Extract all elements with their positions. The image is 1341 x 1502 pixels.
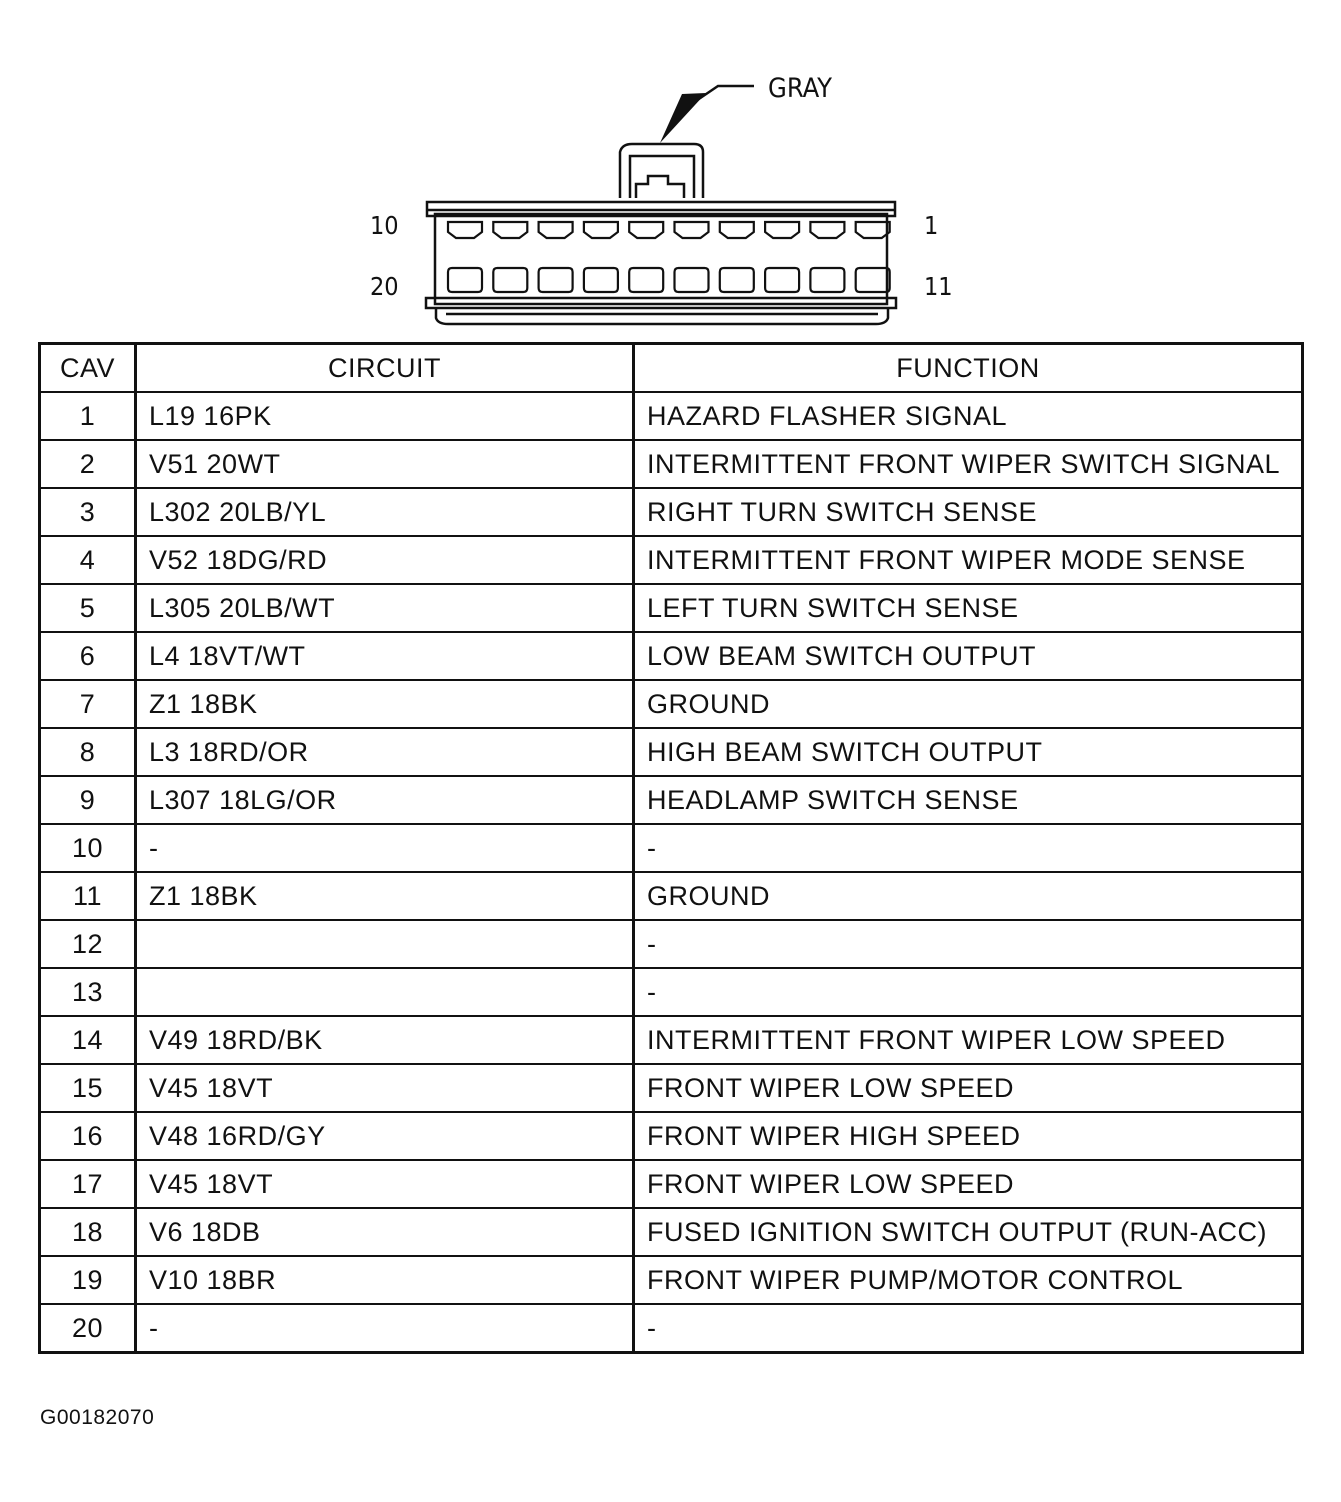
circuit-cell: -	[136, 824, 634, 872]
table-row	[40, 1208, 1303, 1256]
function-cell: GROUND	[634, 872, 1303, 920]
top-row-cavity	[584, 222, 618, 238]
function-cell: LEFT TURN SWITCH SENSE	[634, 584, 1303, 632]
function-cell: INTERMITTENT FRONT WIPER MODE SENSE	[634, 536, 1303, 584]
table-row	[40, 776, 1303, 824]
circuit-cell: V48 16RD/GY	[136, 1112, 634, 1160]
table-row	[40, 728, 1303, 776]
pin-label-1: 1	[924, 211, 939, 240]
bottom-row-cavity	[448, 268, 482, 292]
function-cell: -	[634, 920, 1303, 968]
circuit-cell: L307 18LG/OR	[136, 776, 634, 824]
table-row	[40, 1304, 1303, 1353]
function-cell: INTERMITTENT FRONT WIPER SWITCH SIGNAL	[634, 440, 1303, 488]
bottom-row-cavity	[765, 268, 799, 292]
table-row	[40, 584, 1303, 632]
top-row-cavity	[448, 222, 482, 238]
bottom-row-cavity	[856, 268, 890, 292]
pin-label-10: 10	[370, 211, 399, 240]
function-cell: FRONT WIPER LOW SPEED	[634, 1064, 1303, 1112]
cav-cell: 20	[40, 1304, 136, 1353]
circuit-cell: V52 18DG/RD	[136, 536, 634, 584]
circuit-cell: L19 16PK	[136, 392, 634, 440]
table-row	[40, 680, 1303, 728]
circuit-cell: L3 18RD/OR	[136, 728, 634, 776]
cav-cell: 2	[40, 440, 136, 488]
table-row	[40, 488, 1303, 536]
table-row	[40, 1160, 1303, 1208]
cavity-row-top	[448, 222, 890, 238]
table-row	[40, 824, 1303, 872]
table-header-row	[40, 344, 1303, 393]
function-cell: -	[634, 1304, 1303, 1353]
header-function: FUNCTION	[634, 344, 1303, 393]
circuit-cell: V45 18VT	[136, 1160, 634, 1208]
function-cell: FUSED IGNITION SWITCH OUTPUT (RUN-ACC)	[634, 1208, 1303, 1256]
function-cell: -	[634, 824, 1303, 872]
table-row	[40, 1016, 1303, 1064]
table-row	[40, 1064, 1303, 1112]
pinout-table	[38, 342, 1304, 1354]
pin-label-11: 11	[924, 272, 953, 301]
circuit-cell	[136, 968, 634, 1016]
top-row-cavity	[629, 222, 663, 238]
circuit-cell	[136, 920, 634, 968]
bottom-row-cavity	[493, 268, 527, 292]
cav-cell: 4	[40, 536, 136, 584]
cav-cell: 8	[40, 728, 136, 776]
cav-cell: 16	[40, 1112, 136, 1160]
function-cell: HAZARD FLASHER SIGNAL	[634, 392, 1303, 440]
figure-id: G00182070	[40, 1406, 155, 1429]
table-row	[40, 536, 1303, 584]
cav-cell: 17	[40, 1160, 136, 1208]
pin-label-20: 20	[370, 272, 399, 301]
bottom-row-cavity	[810, 268, 844, 292]
top-row-cavity	[765, 222, 799, 238]
cav-cell: 13	[40, 968, 136, 1016]
bottom-row-cavity	[720, 268, 754, 292]
circuit-cell: V10 18BR	[136, 1256, 634, 1304]
header-circuit: CIRCUIT	[136, 344, 634, 393]
function-cell: HIGH BEAM SWITCH OUTPUT	[634, 728, 1303, 776]
connector-latch	[620, 144, 703, 198]
cav-cell: 14	[40, 1016, 136, 1064]
table-row	[40, 392, 1303, 440]
color-callout-label: GRAY	[768, 73, 832, 104]
connector-body	[426, 202, 896, 324]
table-row	[40, 1112, 1303, 1160]
top-row-cavity	[493, 222, 527, 238]
cav-cell: 9	[40, 776, 136, 824]
cavity-row-bottom	[448, 268, 890, 292]
cav-cell: 10	[40, 824, 136, 872]
function-cell: LOW BEAM SWITCH OUTPUT	[634, 632, 1303, 680]
circuit-cell: V6 18DB	[136, 1208, 634, 1256]
function-cell: RIGHT TURN SWITCH SENSE	[634, 488, 1303, 536]
header-cav: CAV	[40, 344, 136, 393]
function-cell: FRONT WIPER LOW SPEED	[634, 1160, 1303, 1208]
bottom-row-cavity	[675, 268, 709, 292]
table-body	[40, 392, 1303, 1353]
table-row	[40, 632, 1303, 680]
top-row-cavity	[720, 222, 754, 238]
function-cell: FRONT WIPER PUMP/MOTOR CONTROL	[634, 1256, 1303, 1304]
connector-diagram	[0, 0, 1341, 340]
circuit-cell: Z1 18BK	[136, 680, 634, 728]
cav-cell: 18	[40, 1208, 136, 1256]
table-row	[40, 440, 1303, 488]
cav-cell: 7	[40, 680, 136, 728]
bottom-row-cavity	[584, 268, 618, 292]
table-row	[40, 968, 1303, 1016]
callout-arrowhead	[660, 93, 706, 143]
circuit-cell: L302 20LB/YL	[136, 488, 634, 536]
cav-cell: 12	[40, 920, 136, 968]
function-cell: HEADLAMP SWITCH SENSE	[634, 776, 1303, 824]
cav-cell: 11	[40, 872, 136, 920]
top-row-cavity	[856, 222, 890, 238]
circuit-cell: Z1 18BK	[136, 872, 634, 920]
function-cell: GROUND	[634, 680, 1303, 728]
table-row	[40, 872, 1303, 920]
cav-cell: 19	[40, 1256, 136, 1304]
bottom-row-cavity	[539, 268, 573, 292]
table-row	[40, 920, 1303, 968]
cav-cell: 1	[40, 392, 136, 440]
cav-cell: 6	[40, 632, 136, 680]
function-cell: -	[634, 968, 1303, 1016]
table-row	[40, 1256, 1303, 1304]
bottom-row-cavity	[629, 268, 663, 292]
circuit-cell: V45 18VT	[136, 1064, 634, 1112]
circuit-cell: -	[136, 1304, 634, 1353]
top-row-cavity	[810, 222, 844, 238]
cav-cell: 15	[40, 1064, 136, 1112]
circuit-cell: L4 18VT/WT	[136, 632, 634, 680]
circuit-cell: L305 20LB/WT	[136, 584, 634, 632]
function-cell: FRONT WIPER HIGH SPEED	[634, 1112, 1303, 1160]
top-row-cavity	[675, 222, 709, 238]
cav-cell: 5	[40, 584, 136, 632]
cav-cell: 3	[40, 488, 136, 536]
circuit-cell: V49 18RD/BK	[136, 1016, 634, 1064]
top-row-cavity	[539, 222, 573, 238]
circuit-cell: V51 20WT	[136, 440, 634, 488]
function-cell: INTERMITTENT FRONT WIPER LOW SPEED	[634, 1016, 1303, 1064]
